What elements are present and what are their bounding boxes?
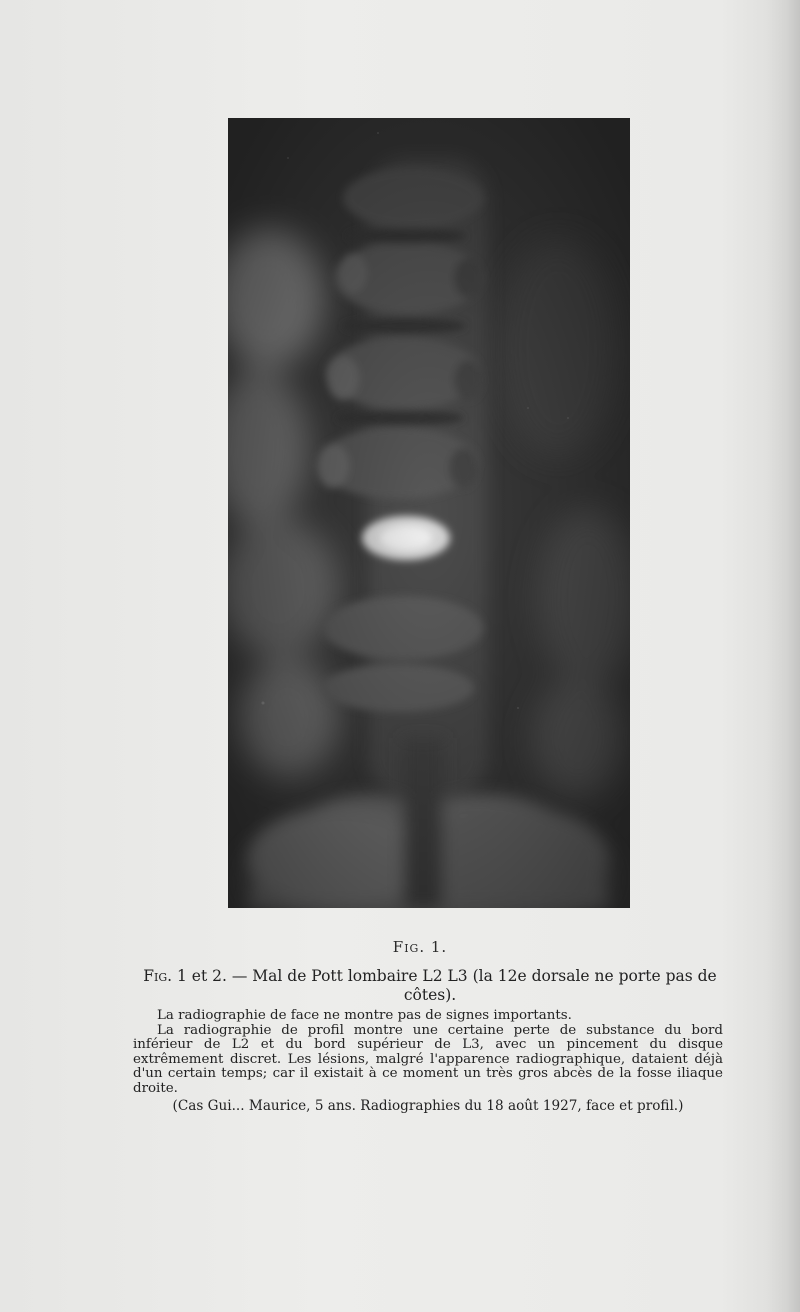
caption-fig-ref: Fig. <box>143 967 173 985</box>
case-note: (Cas Gui... Maurice, 5 ans. Radiographies du 18 août 1927, face et profil.) <box>172 1098 684 1114</box>
caption-body <box>133 1009 723 1096</box>
caption-title-text: 1 et 2. — Mal de Pott lombaire L2 L3 (la 12e dorsale ne porte pas de côtes). <box>172 967 717 1004</box>
caption-paragraph-1: La radiographie de face ne montre pas de signes importants. <box>157 1008 572 1023</box>
page-edge-shadow <box>766 0 800 1312</box>
caption-title <box>140 967 720 1005</box>
caption-paragraph-2: La radiographie de profil montre une certaine perte de substance du bord inférieur de L2 et du bord supérieur de L3, avec un pincement du disque extrêmement discret. Les lésions, malgré l'apparence radiographique, dataient déjà d'un certain temps; car il existait à ce moment un très gros abcès de la fosse iliaque droite. <box>133 1022 723 1096</box>
figure-label: Fig. 1. <box>392 938 448 956</box>
xray-image-icon <box>228 118 630 908</box>
